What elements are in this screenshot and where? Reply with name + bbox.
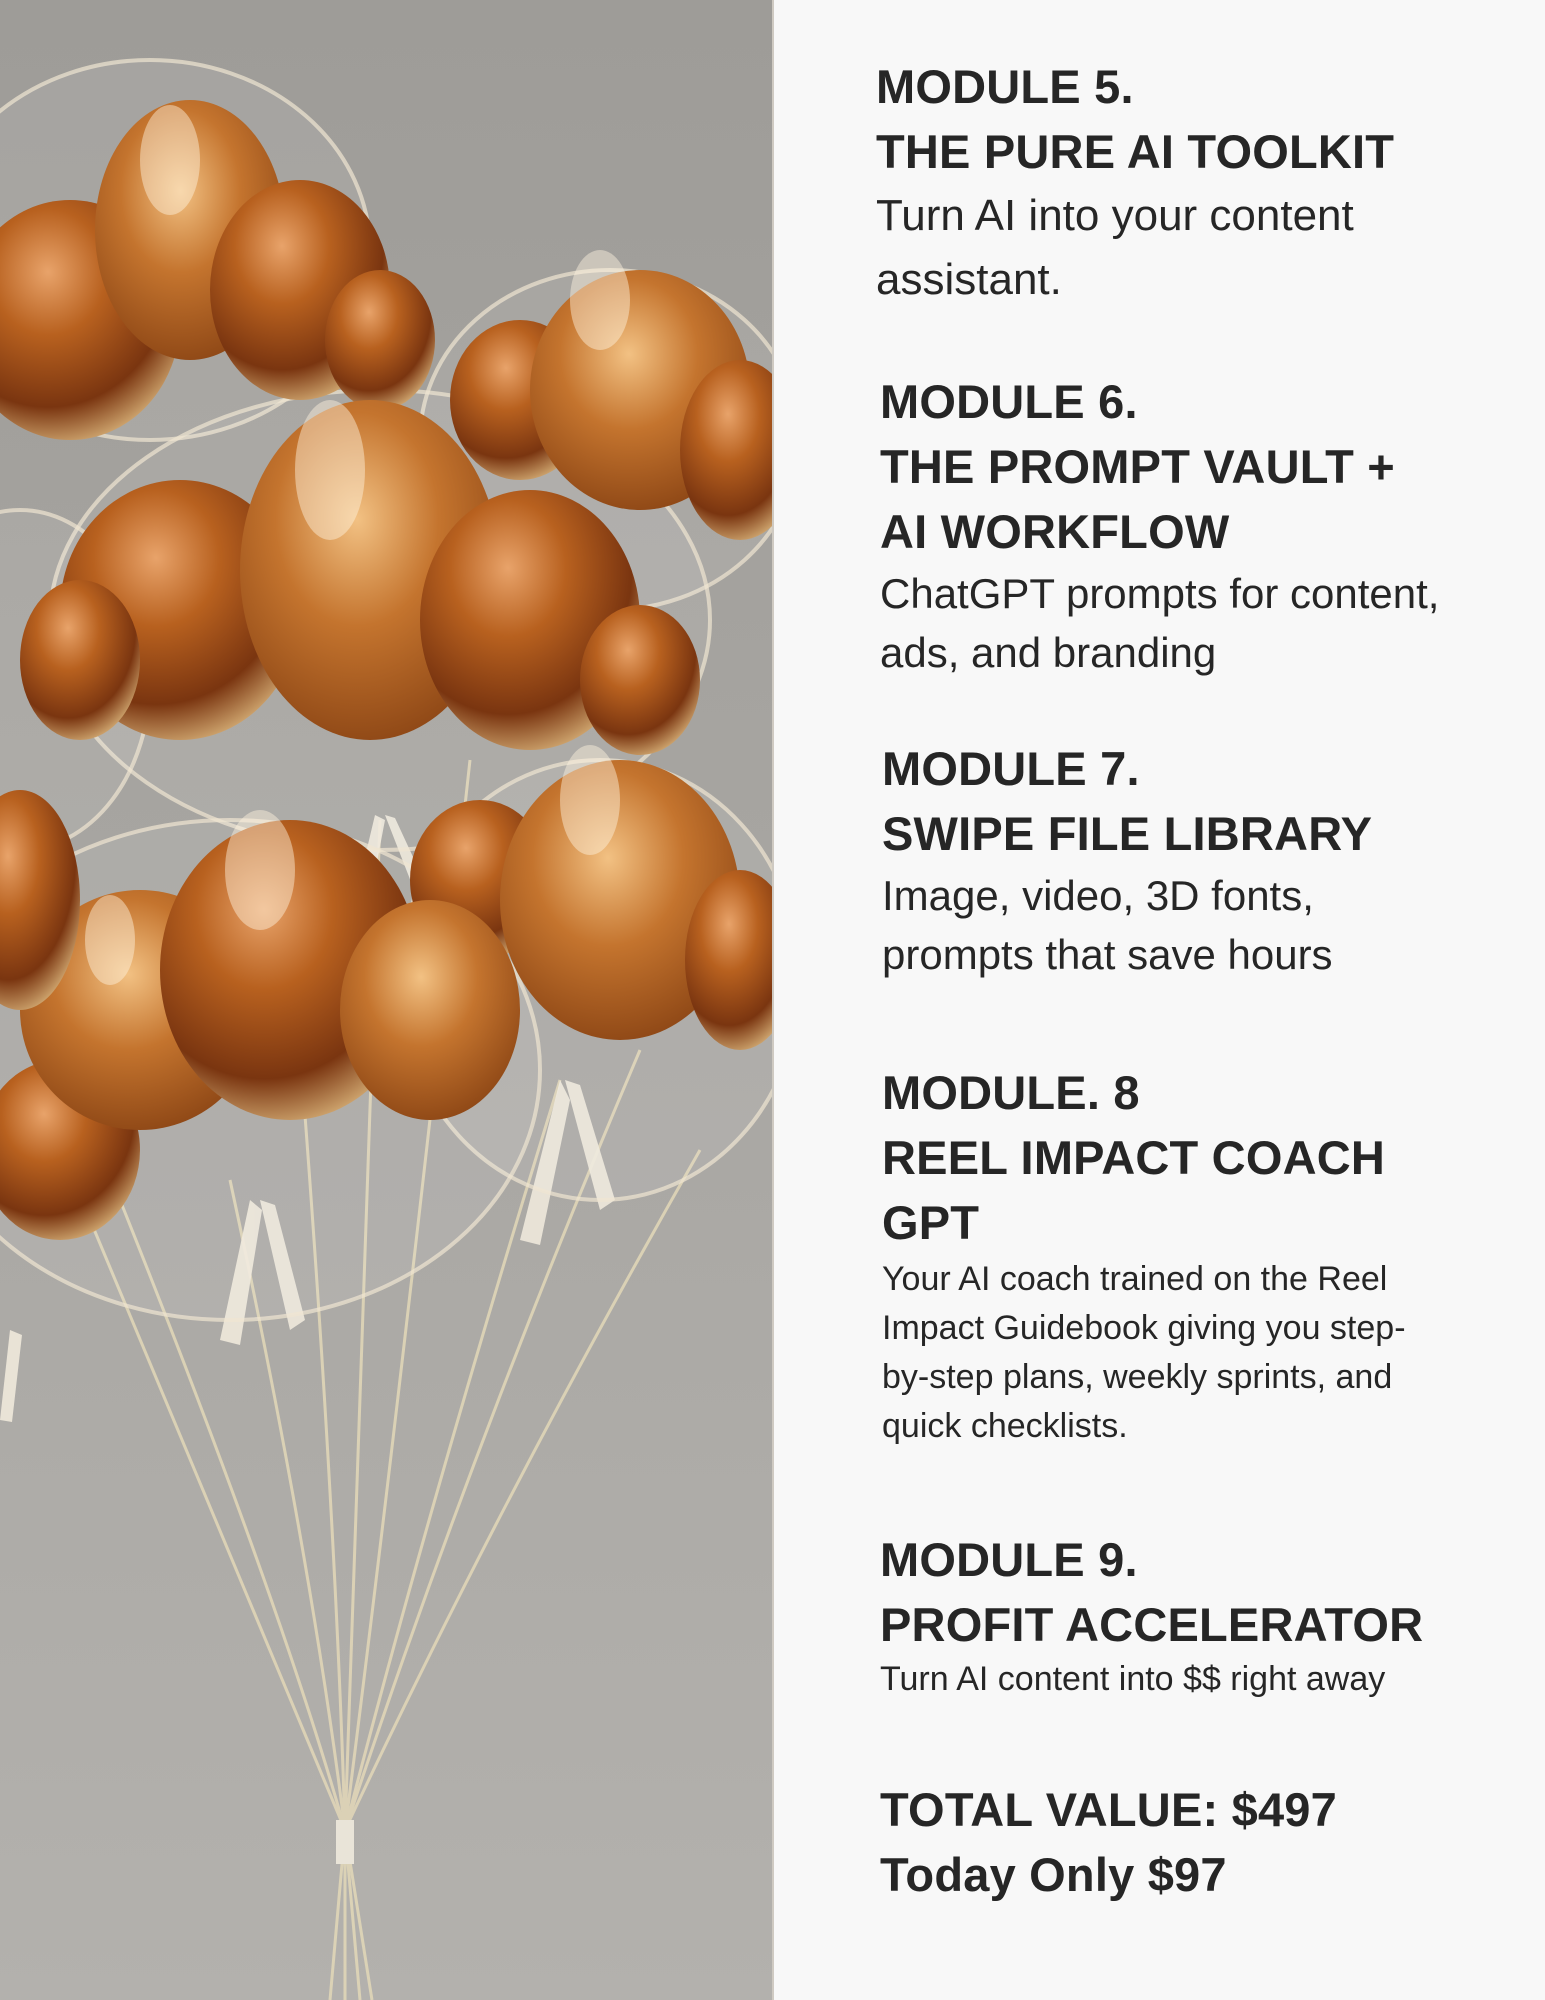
module-7-number: MODULE 7. bbox=[882, 742, 1140, 795]
module-8 bbox=[882, 1060, 1545, 1451]
module-9-number: MODULE 9. bbox=[880, 1533, 1138, 1586]
today-only-price: Today Only $97 bbox=[880, 1848, 1227, 1901]
module-7-desc-line-1: Image, video, 3D fonts, bbox=[882, 872, 1314, 919]
module-list-panel bbox=[774, 0, 1545, 2000]
module-8-desc-line-4: quick checklists. bbox=[882, 1407, 1128, 1445]
module-7-desc-line-2: prompts that save hours bbox=[882, 931, 1333, 978]
module-9-title: PROFIT ACCELERATOR bbox=[880, 1598, 1424, 1651]
croissant-balloons-photo bbox=[0, 0, 772, 2000]
croissant-balloons-illustration bbox=[0, 0, 772, 2000]
module-6-title-line-1: THE PROMPT VAULT + bbox=[880, 440, 1395, 493]
module-8-desc-line-1: Your AI coach trained on the Reel bbox=[882, 1260, 1388, 1298]
module-5-desc-line-1: Turn AI into your content bbox=[876, 191, 1354, 240]
module-8-number: MODULE. 8 bbox=[882, 1066, 1140, 1119]
module-5-title: THE PURE AI TOOLKIT bbox=[876, 125, 1395, 178]
total-value: TOTAL VALUE: $497 bbox=[880, 1783, 1337, 1836]
module-5-desc-line-2: assistant. bbox=[876, 255, 1062, 304]
pricing-block bbox=[880, 1777, 1545, 1907]
module-8-title-line-1: REEL IMPACT COACH bbox=[882, 1131, 1386, 1184]
module-9 bbox=[880, 1527, 1545, 1701]
module-8-desc-line-3: by-step plans, weekly sprints, and bbox=[882, 1358, 1393, 1396]
module-6-title-line-2: AI WORKFLOW bbox=[880, 505, 1230, 558]
module-9-desc: Turn AI content into $$ right away bbox=[880, 1660, 1386, 1698]
module-7-title: SWIPE FILE LIBRARY bbox=[882, 807, 1373, 860]
module-7 bbox=[882, 736, 1545, 984]
module-6-desc-line-2: ads, and branding bbox=[880, 629, 1217, 676]
module-8-title-line-2: GPT bbox=[882, 1196, 980, 1249]
module-5-number: MODULE 5. bbox=[876, 60, 1134, 113]
module-6 bbox=[880, 369, 1545, 682]
module-5 bbox=[876, 54, 1545, 312]
module-6-desc-line-1: ChatGPT prompts for content, bbox=[880, 570, 1440, 617]
module-8-desc-line-2: Impact Guidebook giving you step- bbox=[882, 1309, 1406, 1347]
module-6-number: MODULE 6. bbox=[880, 375, 1138, 428]
